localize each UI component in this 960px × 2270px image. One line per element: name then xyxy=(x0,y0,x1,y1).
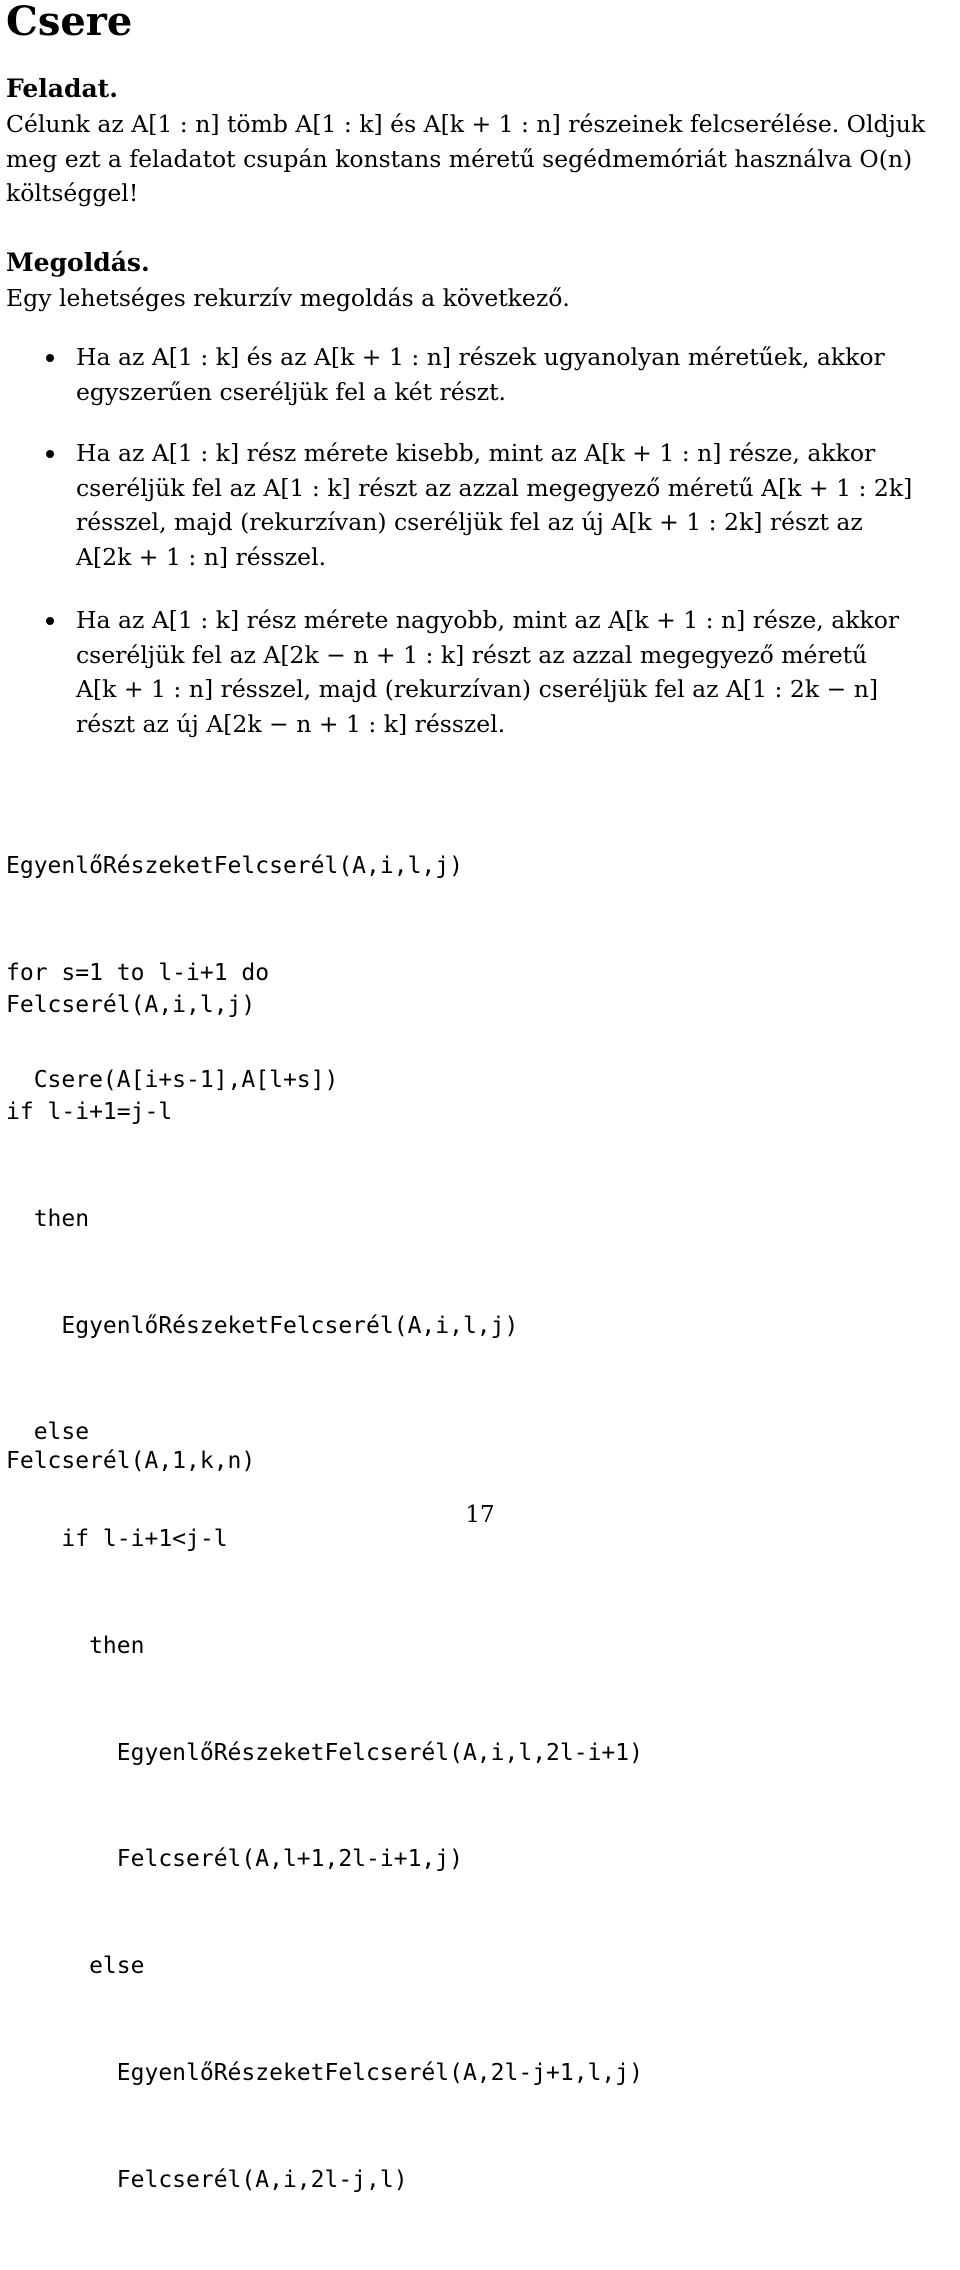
bullet-line: A[k + 1 : n] résszel, majd (rekurzívan) cseréljük fel az A[1 : 2k − n] xyxy=(76,675,879,703)
solution-heading: Megoldás. xyxy=(6,248,150,277)
solution-intro-line: Egy lehetséges rekurzív megoldás a következő. xyxy=(6,284,570,312)
code-line: Felcserél(A,l+1,2l-i+1,j) xyxy=(6,1846,463,1873)
page-number: 17 xyxy=(465,1502,495,1528)
code-line: then xyxy=(6,1632,145,1659)
code-line: Csere(A[i+s-1],A[l+s]) xyxy=(6,1066,339,1093)
bullet-dot-icon xyxy=(46,617,54,625)
solution-intro xyxy=(6,281,956,316)
bullet-line: résszel, majd (rekurzívan) cseréljük fel az új A[k + 1 : 2k] részt az xyxy=(76,508,863,536)
code-line: Felcserél(A,i,l,j) xyxy=(6,992,256,1019)
task-line: Célunk az A[1 : n] tömb A[1 : k] és A[k + 1 : n] részeinek felcserélése. Oldjuk xyxy=(6,110,926,138)
code-line: Felcserél(A,1,k,n) xyxy=(6,1448,256,1475)
task-paragraph xyxy=(6,107,956,211)
bullet-text xyxy=(76,603,958,741)
code-line: else xyxy=(6,1419,90,1446)
bullet-line: Ha az A[1 : k] és az A[k + 1 : n] részek ugyanolyan méretűek, akkor xyxy=(76,343,885,371)
bullet-text xyxy=(76,340,958,409)
task-heading: Feladat. xyxy=(6,74,118,103)
bullet-text xyxy=(76,436,958,574)
code-line: if l-i+1=j-l xyxy=(6,1098,173,1125)
code-block-swap xyxy=(6,917,643,2270)
bullet-dot-icon xyxy=(46,354,54,362)
code-line: EgyenlőRészeketFelcserél(A,i,l,j) xyxy=(6,853,463,880)
bullet-line: részt az új A[2k − n + 1 : k] résszel. xyxy=(76,709,506,738)
task-line: meg ezt a feladatot csupán konstans méretű segédmemóriát használva O(n) xyxy=(6,144,913,173)
task-line: költséggel! xyxy=(6,179,139,207)
code-line: EgyenlőRészeketFelcserél(A,2l-j+1,l,j) xyxy=(6,2060,643,2086)
code-line: for s=1 to l-i+1 do xyxy=(6,959,270,986)
code-line: EgyenlőRészeketFelcserél(A,i,l,j) xyxy=(6,1312,519,1339)
page-title: Csere xyxy=(6,0,133,45)
code-line: if l-i+1<j-l xyxy=(6,1526,228,1553)
bullet-line: cseréljük fel az A[1 : k] részt az azzal megegyező méretű A[k + 1 : 2k] xyxy=(76,473,913,502)
bullet-line: Ha az A[1 : k] rész mérete kisebb, mint az A[k + 1 : n] része, akkor xyxy=(76,439,876,467)
bullet-dot-icon xyxy=(46,450,54,458)
code-line: then xyxy=(6,1205,90,1232)
bullet-line: egyszerűen cseréljük fel a két részt. xyxy=(76,377,506,406)
bullet-line: Ha az A[1 : k] rész mérete nagyobb, mint az A[k + 1 : n] része, akkor xyxy=(76,606,900,634)
code-line: else xyxy=(6,1953,145,1980)
code-line: Felcserél(A,i,2l-j,l) xyxy=(6,2166,408,2193)
bullet-line: A[2k + 1 : n] résszel. xyxy=(76,542,327,571)
bullet-line: cseréljük fel az A[2k − n + 1 : k] részt az azzal megegyező méretű xyxy=(76,640,868,669)
code-line: EgyenlőRészeketFelcserél(A,i,l,2l-i+1) xyxy=(6,1739,643,1766)
